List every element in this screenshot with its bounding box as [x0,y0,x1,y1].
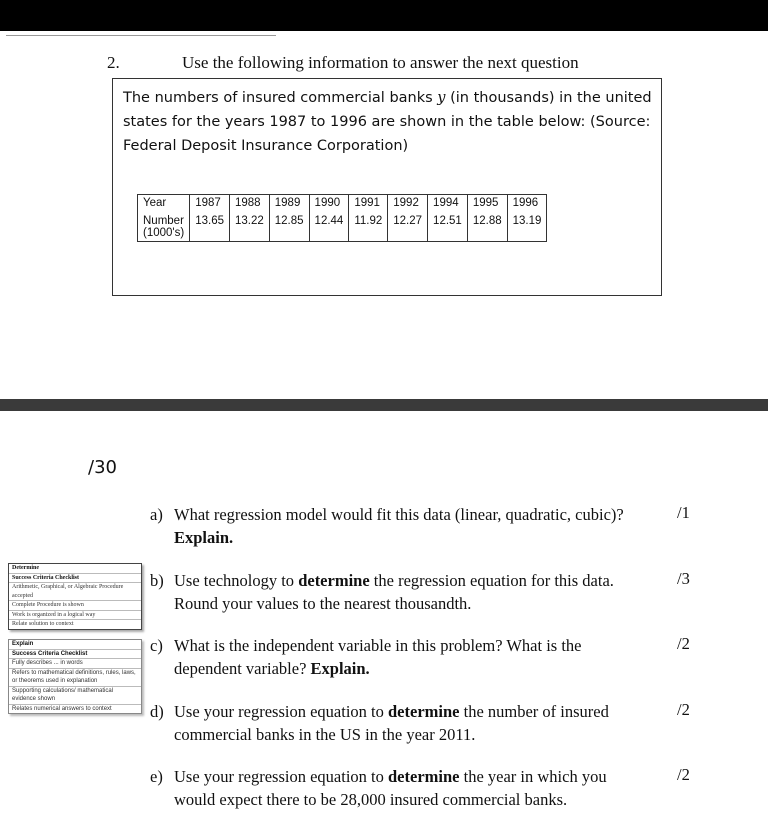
checklist-item: Complete Procedure is shown [9,601,141,611]
table-cell: 12.44 [309,213,349,242]
part-c-text1: What is the independent variable in this problem? What is the dependent variable? [174,636,582,678]
part-e-bold: determine [388,767,460,786]
part-a [150,503,660,549]
checklist-item: Relate solution to context [12,621,74,627]
table-cell: 13.22 [229,213,269,242]
part-a-text2: . [229,528,234,547]
table-cell: 1990 [309,195,349,214]
part-a-text1: What regression model would fit this data (linear, quadratic, cubic)? [174,505,624,524]
number-label: Number [143,215,184,227]
part-c-points: /2 [677,634,690,653]
part-e-text [174,765,644,811]
part-d-points: /2 [677,700,690,719]
table-row-year [138,195,547,214]
part-a-text [174,503,660,549]
info-text [123,86,653,158]
part-b-bold: determine [298,571,370,590]
explain-checklist [8,639,142,714]
table-row-number [138,213,547,242]
part-e-text1: Use your regression equation to [174,767,388,786]
top-strip [6,31,276,36]
checklist-item: Work is organized in a logical way [9,611,141,621]
part-b-text [174,569,660,615]
part-d-text1: Use your regression equation to [174,702,388,721]
checklist-item: Supporting calculations/ mathematical evidence shown [9,687,141,705]
table-cell: 1991 [349,195,388,214]
part-e-label: e) [150,767,163,786]
table-cell: 12.27 [388,213,428,242]
table-cell: 12.85 [269,213,309,242]
section-divider [0,399,768,411]
variable-y: y [437,90,446,106]
part-b [150,569,660,615]
table-cell: 13.19 [507,213,547,242]
part-e-points: /2 [677,765,690,784]
checklist-subtitle: Success Criteria Checklist [9,650,141,660]
table-cell: 1992 [388,195,428,214]
checklist-item: Relates numerical answers to context [12,705,112,712]
part-d [150,700,660,746]
checklist-title: Explain [9,640,141,650]
part-b-text1: Use technology to [174,571,299,590]
part-a-label: a) [150,505,163,524]
part-c-label: c) [150,636,163,655]
question-number: 2. [107,53,120,72]
part-e-text2: the year in which you would expect there to be 28,000 insured commercial banks. [174,767,607,809]
part-d-text [174,700,654,746]
part-e [150,765,660,811]
table-cell: 1994 [428,195,468,214]
number-unit: (1000's) [143,227,185,239]
part-a-points: /1 [677,503,690,522]
checklist-title: Determine [9,564,141,574]
table-header-year: Year [138,195,190,214]
part-d-label: d) [150,702,164,721]
part-c-text [174,634,614,680]
table-cell: 12.51 [428,213,468,242]
table-cell: 11.92 [349,213,388,242]
determine-checklist [8,563,142,630]
checklist-item: Arithmetic, Graphical, or Algebraic Procedure accepted [9,583,141,601]
table-cell: 1988 [229,195,269,214]
part-b-text2: the regression equation for this data. Round your values to the nearest thousandth. [174,571,614,613]
part-c-bold: Explain [310,659,366,678]
checklist-item: Fully describes ... in words [9,659,141,669]
info-text-pre: The numbers of insured commercial banks [123,90,438,106]
part-b-points: /3 [677,569,690,588]
data-table [137,194,547,242]
checklist-item: Refers to mathematical definitions, rules, laws, or theorems used in explanation [9,669,141,687]
table-cell: 1995 [467,195,507,214]
part-b-label: b) [150,571,164,590]
total-score: /30 [88,457,117,478]
info-text-post: (in thousands) in the united states for the years 1987 to 1996 are shown in the table below: (Source: Federal Deposit Insurance Corporation) [123,90,652,154]
checklist-subtitle: Success Criteria Checklist [9,574,141,584]
info-box [112,78,662,296]
table-cell: 1989 [269,195,309,214]
question-intro: Use the following information to answer the next question [182,53,579,72]
part-a-bold: Explain [174,528,230,547]
top-black-bar [0,0,768,31]
table-cell: 12.88 [467,213,507,242]
part-c [150,634,660,680]
part-d-text2: the number of insured commercial banks in the US in the year 2011. [174,702,609,744]
table-cell: 1996 [507,195,547,214]
table-cell: 1987 [190,195,230,214]
table-header-number [138,213,190,242]
table-cell: 13.65 [190,213,230,242]
part-d-bold: determine [388,702,460,721]
part-c-text2: . [365,659,370,678]
